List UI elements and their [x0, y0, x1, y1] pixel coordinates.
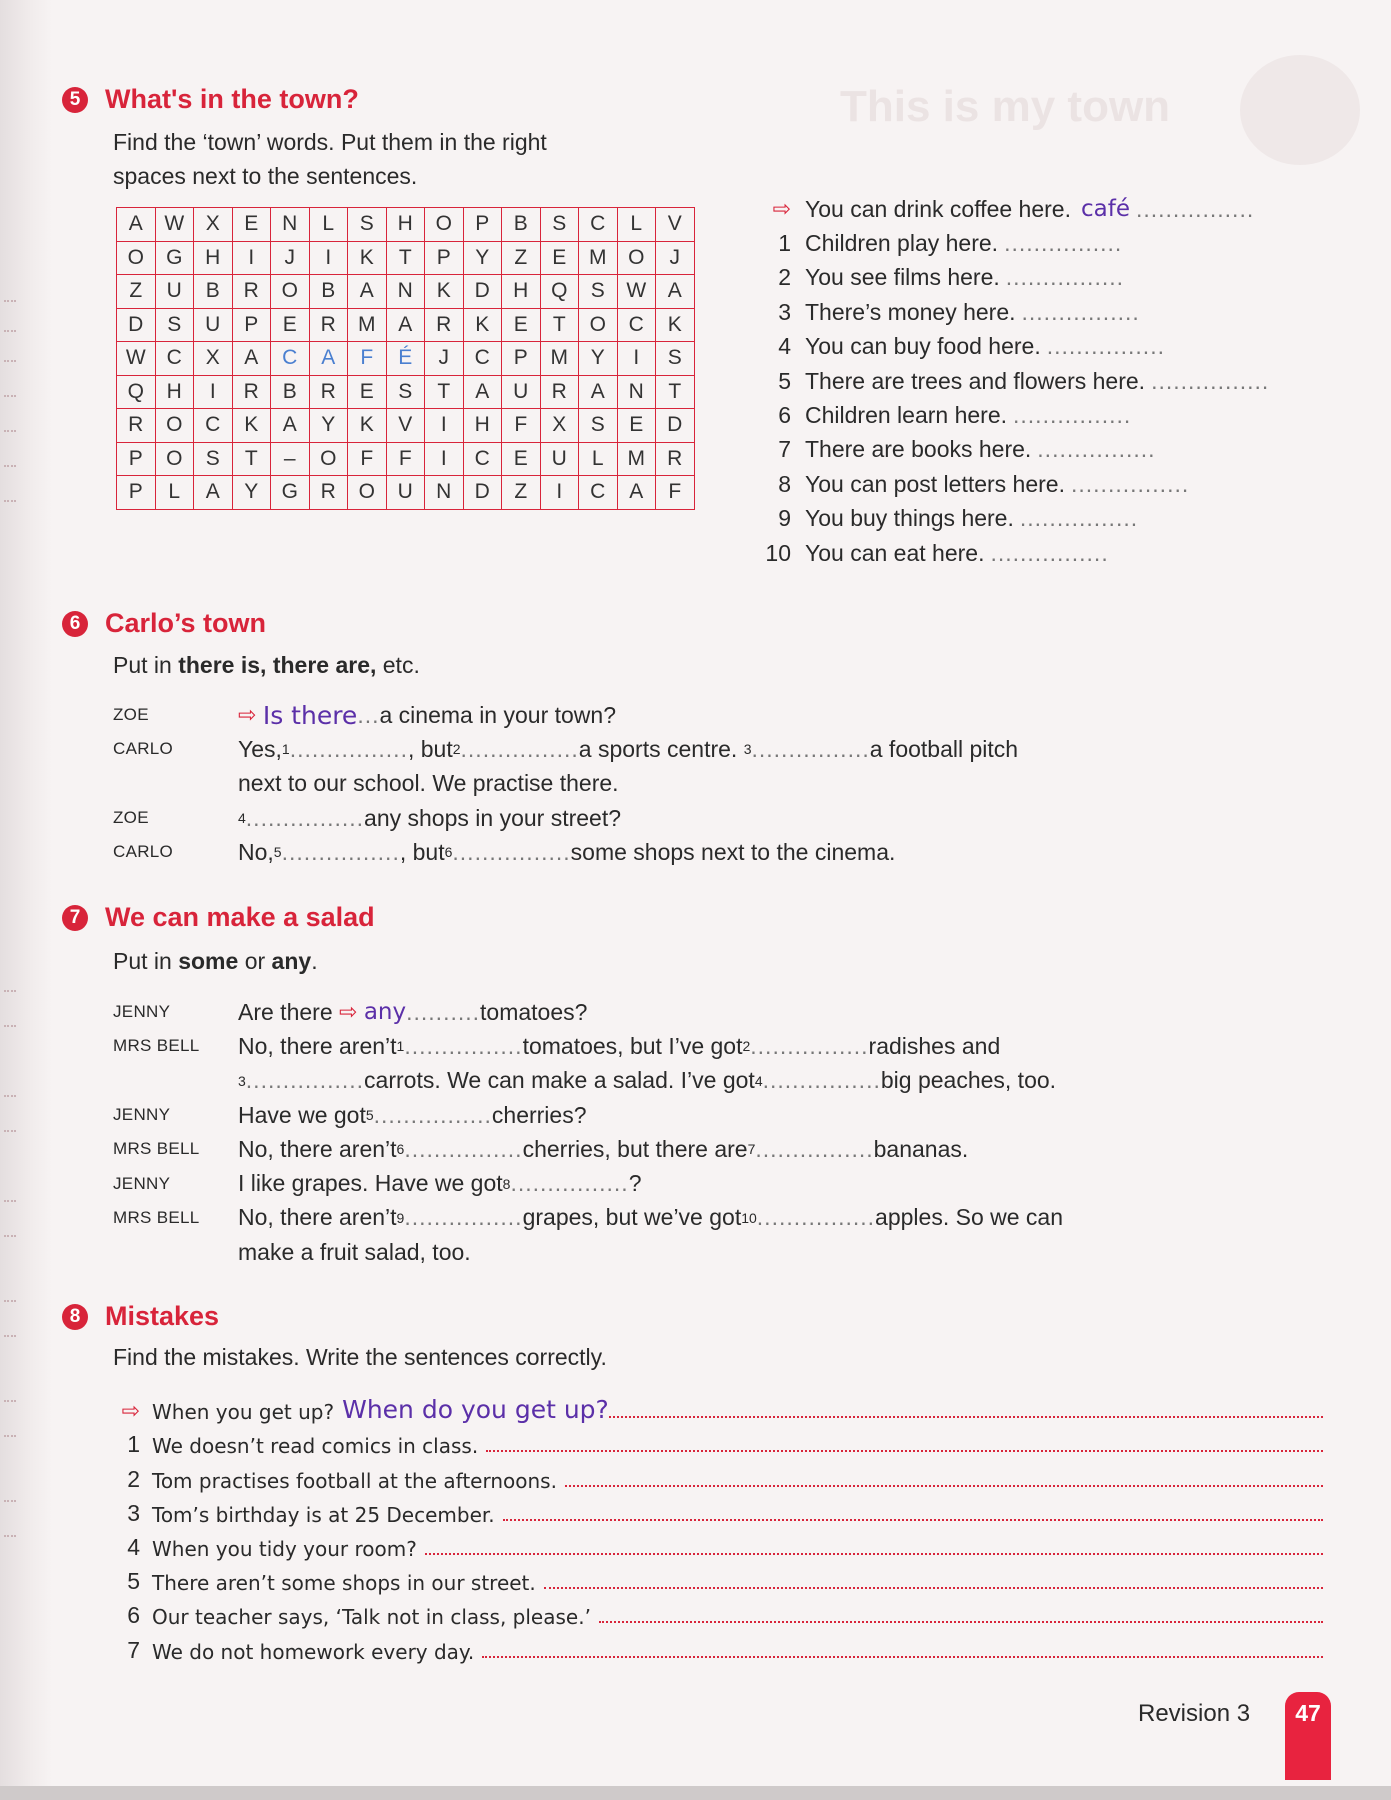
grid-cell[interactable]: N: [271, 208, 310, 242]
grid-cell[interactable]: A: [579, 375, 618, 409]
grid-cell[interactable]: U: [540, 442, 579, 476]
grid-cell[interactable]: E: [271, 308, 310, 342]
speaker: JENNY: [113, 1105, 171, 1125]
clue-text: There’s money here.: [805, 298, 1016, 325]
clue-item: [757, 502, 1269, 536]
grid-cell[interactable]: M: [540, 342, 579, 376]
arrow-icon: ⇨: [121, 1398, 140, 1424]
grid-cell[interactable]: C: [155, 342, 194, 376]
clue-item: [757, 536, 1269, 570]
grid-cell[interactable]: C: [617, 308, 656, 342]
clue-item: [757, 467, 1269, 501]
grid-cell[interactable]: X: [540, 409, 579, 443]
page-number: 47: [1285, 1692, 1331, 1780]
answer-line[interactable]: [599, 1613, 1323, 1623]
grid-cell[interactable]: R: [232, 275, 271, 309]
grid-cell[interactable]: A: [463, 375, 502, 409]
grid-cell[interactable]: Z: [502, 241, 541, 275]
grid-cell[interactable]: Y: [309, 409, 348, 443]
grid-cell[interactable]: N: [386, 275, 425, 309]
grid-cell[interactable]: K: [425, 275, 464, 309]
section-6-heading: [62, 608, 266, 639]
grid-cell[interactable]: S: [348, 208, 387, 242]
grid-cell[interactable]: F: [502, 409, 541, 443]
answer-blank[interactable]: ................: [1046, 333, 1165, 360]
section-number: 5: [62, 87, 88, 113]
grid-cell[interactable]: R: [232, 375, 271, 409]
speaker: CARLO: [113, 739, 174, 759]
grid-cell[interactable]: P: [232, 308, 271, 342]
clue-text: You see films here.: [805, 264, 1000, 291]
grid-cell[interactable]: T: [386, 241, 425, 275]
grid-cell[interactable]: N: [617, 375, 656, 409]
grid-cell[interactable]: A: [309, 342, 348, 376]
clue-item: [757, 364, 1269, 398]
clue-number: 9: [778, 505, 791, 532]
grid-cell[interactable]: C: [271, 342, 310, 376]
grid-cell[interactable]: F: [386, 442, 425, 476]
section-number: 6: [62, 611, 88, 637]
grid-cell[interactable]: M: [617, 442, 656, 476]
section-6-instructions: Put in there is, there are, etc.: [113, 652, 420, 678]
blank-1[interactable]: ................: [404, 1032, 523, 1059]
dialogue-line: ZOE 4 ................ any shops in your street?: [113, 804, 622, 831]
mistake-sentence: Tom practises football at the afternoons.: [152, 1468, 557, 1493]
grid-cell[interactable]: S: [540, 208, 579, 242]
grid-cell[interactable]: S: [579, 409, 618, 443]
mistake-sentence: Tom’s birthday is at 25 December.: [152, 1502, 495, 1527]
grid-cell[interactable]: F: [348, 342, 387, 376]
mistake-item: [113, 1458, 1323, 1492]
clue-number: 3: [778, 298, 791, 325]
grid-cell[interactable]: E: [232, 208, 271, 242]
clue-text: You buy things here.: [805, 505, 1014, 532]
grid-cell[interactable]: D: [463, 275, 502, 309]
item-number: 1: [127, 1431, 140, 1458]
grid-cell[interactable]: P: [117, 442, 156, 476]
answer-blank[interactable]: ................: [1021, 298, 1140, 325]
grid-cell[interactable]: A: [271, 409, 310, 443]
grid-cell[interactable]: W: [617, 275, 656, 309]
grid-cell[interactable]: G: [155, 241, 194, 275]
example-clue: [757, 192, 1269, 226]
clue-item: [757, 398, 1269, 432]
grid-cell[interactable]: E: [502, 308, 541, 342]
grid-cell[interactable]: B: [271, 375, 310, 409]
grid-cell[interactable]: M: [348, 308, 387, 342]
blank-6[interactable]: ................: [404, 1135, 523, 1162]
ghost-circle: [1240, 55, 1360, 165]
clue-number: 5: [778, 367, 791, 394]
grid-cell[interactable]: P: [502, 342, 541, 376]
ghost-heading: This is my town: [840, 82, 1171, 131]
item-number: 7: [127, 1636, 140, 1663]
grid-cell[interactable]: R: [309, 375, 348, 409]
clue-item: [757, 295, 1269, 329]
blank-5[interactable]: ................: [373, 1101, 492, 1128]
clue-number: 4: [778, 333, 791, 360]
grid-cell[interactable]: W: [117, 342, 156, 376]
dialogue-line: JENNY I like grapes. Have we got 8 ................ ?: [113, 1170, 642, 1197]
mistake-sentence: We doesn’t read comics in class.: [152, 1434, 479, 1459]
mistake-item: [113, 1595, 1323, 1629]
grid-cell[interactable]: U: [194, 308, 233, 342]
blank-2[interactable]: ................: [460, 735, 579, 762]
arrow-icon: ⇨: [238, 702, 257, 728]
answer-blank[interactable]: ................: [1151, 367, 1270, 394]
section-title: We can make a salad: [105, 902, 375, 932]
grid-cell[interactable]: Z: [502, 476, 541, 510]
speaker: CARLO: [113, 842, 174, 862]
grid-cell[interactable]: G: [271, 476, 310, 510]
blank-10[interactable]: ................: [756, 1204, 876, 1231]
answer-handwritten[interactable]: When do you get up?: [342, 1395, 609, 1425]
grid-cell[interactable]: Q: [117, 375, 156, 409]
dialogue-line: next to our school. We practise there.: [238, 770, 619, 797]
clue-text: There are books here.: [805, 436, 1032, 463]
grid-cell[interactable]: A: [348, 275, 387, 309]
grid-row: [117, 308, 695, 342]
grid-cell[interactable]: O: [425, 208, 464, 242]
grid-cell[interactable]: Z: [117, 275, 156, 309]
grid-cell[interactable]: C: [579, 476, 618, 510]
dialogue-line: MRS BELL No, there aren’t 6 ................ cherries, but there are 7 ................ bananas.: [113, 1135, 969, 1162]
item-number: 5: [127, 1568, 140, 1595]
grid-cell[interactable]: A: [656, 275, 695, 309]
grid-cell[interactable]: E: [502, 442, 541, 476]
arrow-icon: ⇨: [339, 999, 358, 1025]
carlo-dialogue: [113, 698, 1018, 869]
item-number: 4: [127, 1533, 140, 1560]
grid-cell[interactable]: L: [579, 442, 618, 476]
grid-cell[interactable]: A: [117, 208, 156, 242]
grid-cell[interactable]: I: [617, 342, 656, 376]
grid-cell[interactable]: O: [155, 442, 194, 476]
grid-cell[interactable]: J: [271, 241, 310, 275]
grid-cell[interactable]: L: [617, 208, 656, 242]
grid-cell[interactable]: S: [656, 342, 695, 376]
grid-cell[interactable]: O: [309, 442, 348, 476]
grid-cell[interactable]: Y: [463, 241, 502, 275]
clue-number: 1: [778, 230, 791, 257]
grid-cell[interactable]: A: [194, 476, 233, 510]
grid-cell[interactable]: H: [502, 275, 541, 309]
answer-line[interactable]: [503, 1511, 1323, 1521]
grid-cell[interactable]: B: [309, 275, 348, 309]
grid-cell[interactable]: Y: [232, 476, 271, 510]
grid-cell[interactable]: O: [617, 241, 656, 275]
grid-row: [117, 442, 695, 476]
answer-blank[interactable]: ................: [1019, 505, 1139, 532]
clue-text: Children play here.: [805, 230, 999, 257]
grid-row: [117, 375, 695, 409]
grid-row: [117, 342, 695, 376]
answer-handwritten[interactable]: any: [363, 999, 407, 1026]
dialogue-line: 3 ................ carrots. We can make a salad. I’ve got 4 ................ big peaches, too.: [238, 1067, 1057, 1094]
grid-cell[interactable]: P: [463, 208, 502, 242]
speaker: ZOE: [113, 705, 149, 725]
grid-cell[interactable]: O: [579, 308, 618, 342]
grid-cell[interactable]: L: [309, 208, 348, 242]
dialogue-line: CARLO No, 5 ................ , but 6 ................ some shops next to the cinema.: [113, 838, 896, 865]
grid-cell[interactable]: J: [425, 342, 464, 376]
blank-8[interactable]: ................: [510, 1170, 629, 1197]
answer-handwritten[interactable]: Is there: [262, 700, 358, 730]
grid-cell[interactable]: T: [656, 375, 695, 409]
clue-item: [757, 261, 1269, 295]
grid-cell[interactable]: H: [386, 208, 425, 242]
mistake-item: [113, 1527, 1323, 1561]
mistake-item: [113, 1424, 1323, 1458]
grid-cell[interactable]: R: [540, 375, 579, 409]
mistake-item: [113, 1629, 1323, 1663]
grid-cell[interactable]: D: [656, 409, 695, 443]
grid-cell[interactable]: K: [348, 409, 387, 443]
grid-cell[interactable]: C: [463, 442, 502, 476]
grid-cell[interactable]: A: [386, 308, 425, 342]
grid-cell[interactable]: D: [117, 308, 156, 342]
grid-cell[interactable]: O: [117, 241, 156, 275]
clue-text: Children learn here.: [805, 402, 1008, 429]
blank-5[interactable]: ................: [281, 838, 400, 865]
grid-row: [117, 241, 695, 275]
blank-2[interactable]: ................: [750, 1032, 869, 1059]
grid-cell[interactable]: U: [155, 275, 194, 309]
grid-cell[interactable]: S: [579, 275, 618, 309]
grid-row: [117, 409, 695, 443]
grid-cell[interactable]: S: [155, 308, 194, 342]
dialogue-line: MRS BELL No, there aren’t 1 ................ tomatoes, but I’ve got 2 ................ radishes and: [113, 1032, 1001, 1059]
mistake-sentence: We do not homework every day.: [152, 1639, 475, 1664]
grid-cell[interactable]: R: [425, 308, 464, 342]
blank-7[interactable]: ................: [755, 1135, 874, 1162]
blank-3[interactable]: ................: [245, 1067, 365, 1094]
grid-row: [117, 275, 695, 309]
clue-number: 2: [778, 264, 791, 291]
section-8-instructions: Find the mistakes. Write the sentences correctly.: [113, 1344, 607, 1370]
answer-line[interactable]: [609, 1408, 1323, 1418]
speaker: MRS BELL: [113, 1139, 200, 1159]
grid-cell[interactable]: X: [194, 208, 233, 242]
grid-cell[interactable]: T: [540, 308, 579, 342]
section-title: Mistakes: [105, 1301, 220, 1331]
grid-cell[interactable]: I: [194, 375, 233, 409]
grid-cell[interactable]: R: [309, 308, 348, 342]
dialogue-line: make a fruit salad, too.: [238, 1238, 471, 1265]
answer-blank[interactable]: ................: [990, 539, 1109, 566]
grid-cell[interactable]: P: [425, 241, 464, 275]
grid-row: [117, 476, 695, 510]
blank-6[interactable]: ................: [452, 838, 571, 865]
grid-cell[interactable]: R: [656, 442, 695, 476]
speaker: JENNY: [113, 1002, 171, 1022]
grid-cell[interactable]: R: [309, 476, 348, 510]
footer-label: Revision 3: [1138, 1700, 1251, 1727]
grid-cell[interactable]: U: [502, 375, 541, 409]
wordsearch-grid: [116, 207, 695, 510]
answer-blank[interactable]: ................: [1071, 470, 1190, 497]
section-8-heading: [62, 1301, 219, 1332]
speaker: JENNY: [113, 1173, 171, 1193]
grid-cell[interactable]: I: [425, 409, 464, 443]
mistake-sentence: When you tidy your room?: [152, 1536, 417, 1561]
answer-line[interactable]: [425, 1545, 1323, 1555]
mistake-sentence: Our teacher says, ‘Talk not in class, please.’: [152, 1605, 591, 1630]
dialogue-line: CARLO Yes, 1 ................ , but 2 ................ a sports centre. 3 ................ a football pitch: [113, 735, 1019, 762]
grid-cell[interactable]: S: [386, 375, 425, 409]
clue-number: 6: [778, 402, 791, 429]
section-title: Carlo’s town: [105, 608, 267, 638]
example-row: ⇨ When you get up? When do you get up?: [113, 1390, 1323, 1424]
clue-list: [757, 192, 1269, 570]
grid-cell[interactable]: C: [579, 208, 618, 242]
grid-cell[interactable]: J: [656, 241, 695, 275]
grid-cell[interactable]: O: [271, 275, 310, 309]
grid-cell[interactable]: K: [348, 241, 387, 275]
grid-cell[interactable]: V: [386, 409, 425, 443]
grid-cell[interactable]: A: [232, 342, 271, 376]
grid-cell[interactable]: S: [194, 442, 233, 476]
answer-blank[interactable]: ................: [1037, 436, 1156, 463]
answer-line[interactable]: [544, 1579, 1323, 1589]
grid-cell[interactable]: T: [425, 375, 464, 409]
grid-cell[interactable]: H: [194, 241, 233, 275]
grid-cell[interactable]: O: [348, 476, 387, 510]
grid-cell[interactable]: Y: [579, 342, 618, 376]
grid-cell[interactable]: L: [155, 476, 194, 510]
grid-cell[interactable]: I: [309, 241, 348, 275]
clue-text: You can buy food here.: [805, 333, 1041, 360]
blank-3[interactable]: ................: [751, 735, 870, 762]
grid-cell[interactable]: W: [155, 208, 194, 242]
clue-item: [757, 433, 1269, 467]
instruction-line: Find the ‘town’ words. Put them in the right: [113, 129, 547, 155]
grid-cell[interactable]: I: [425, 442, 464, 476]
blank-4[interactable]: ................: [762, 1067, 881, 1094]
grid-cell[interactable]: K: [463, 308, 502, 342]
section-title: What's in the town?: [105, 84, 359, 114]
dialogue-line: JENNY Are there ⇨ any .......... tomatoes?: [113, 998, 588, 1026]
grid-cell[interactable]: C: [463, 342, 502, 376]
grid-cell[interactable]: E: [348, 375, 387, 409]
clue-number: 7: [778, 436, 791, 463]
grid-row: [117, 208, 695, 242]
dialogue-line: MRS BELL No, there aren’t 9 ................ grapes, but we’ve got 10 ................ apples. So we can: [113, 1204, 1063, 1231]
section-5-instructions: [113, 125, 547, 193]
speaker: MRS BELL: [113, 1036, 200, 1056]
grid-cell[interactable]: É: [386, 342, 425, 376]
grid-cell[interactable]: K: [232, 409, 271, 443]
mistake-item: [113, 1561, 1323, 1595]
grid-cell[interactable]: C: [194, 409, 233, 443]
arrow-icon: ⇨: [772, 196, 791, 222]
grid-cell[interactable]: E: [540, 241, 579, 275]
blank-4[interactable]: ................: [245, 804, 365, 831]
mistakes-list: [113, 1390, 1323, 1664]
mistake-item: [113, 1493, 1323, 1527]
grid-cell[interactable]: T: [232, 442, 271, 476]
answer-blank[interactable]: ................: [1013, 402, 1132, 429]
clue-item: [757, 330, 1269, 364]
section-7-instructions: Put in some or any.: [113, 948, 318, 974]
section-7-heading: [62, 902, 375, 933]
clue-number: 10: [765, 539, 791, 566]
grid-cell[interactable]: I: [232, 241, 271, 275]
answer-line[interactable]: [486, 1442, 1323, 1452]
speaker: ZOE: [113, 808, 149, 828]
answer-line[interactable]: [482, 1648, 1323, 1658]
blank-1[interactable]: ................: [289, 735, 408, 762]
grid-cell[interactable]: H: [463, 409, 502, 443]
item-number: 3: [127, 1499, 140, 1526]
grid-cell[interactable]: P: [117, 476, 156, 510]
grid-cell[interactable]: D: [463, 476, 502, 510]
grid-cell[interactable]: –: [271, 442, 310, 476]
answer-handwritten[interactable]: café: [1080, 196, 1130, 223]
mistake-sentence: There aren’t some shops in our street.: [152, 1571, 536, 1596]
grid-cell[interactable]: X: [194, 342, 233, 376]
grid-cell[interactable]: I: [540, 476, 579, 510]
answer-blank[interactable]: ................: [1004, 230, 1123, 257]
section-number: 7: [62, 905, 88, 931]
answer-blank[interactable]: ................: [1005, 264, 1125, 291]
grid-cell[interactable]: K: [656, 308, 695, 342]
clue-item: [757, 226, 1269, 260]
grid-cell[interactable]: F: [656, 476, 695, 510]
grid-cell[interactable]: O: [155, 409, 194, 443]
clue-text: There are trees and flowers here.: [805, 367, 1146, 394]
speaker: MRS BELL: [113, 1207, 200, 1227]
dialogue-line: JENNY Have we got 5 ................ cherries?: [113, 1101, 587, 1128]
blank-9[interactable]: ................: [404, 1204, 523, 1231]
section-5-heading: [62, 84, 359, 115]
instruction-line: spaces next to the sentences.: [113, 163, 418, 189]
answer-line[interactable]: [565, 1477, 1323, 1487]
grid-cell[interactable]: Q: [540, 275, 579, 309]
dialogue-line: ZOE ⇨ Is there ... a cinema in your town?: [113, 700, 616, 730]
clue-text: You can post letters here.: [805, 470, 1065, 497]
clue-text: You can eat here.: [805, 539, 985, 566]
grid-cell[interactable]: A: [617, 476, 656, 510]
grid-cell[interactable]: R: [117, 409, 156, 443]
clue-number: 8: [778, 470, 791, 497]
clue-text: You can drink coffee here.: [805, 195, 1071, 222]
salad-dialogue: [113, 995, 1063, 1269]
section-number: 8: [62, 1304, 88, 1330]
grid-cell[interactable]: V: [656, 208, 695, 242]
grid-cell[interactable]: B: [502, 208, 541, 242]
grid-cell[interactable]: N: [425, 476, 464, 510]
scan-bottom-edge: [0, 1786, 1391, 1800]
answer-dots: ................: [1135, 195, 1255, 222]
grid-cell[interactable]: U: [386, 476, 425, 510]
grid-cell[interactable]: B: [194, 275, 233, 309]
item-number: 2: [127, 1465, 140, 1492]
item-number: 6: [127, 1602, 140, 1629]
grid-cell[interactable]: M: [579, 241, 618, 275]
grid-cell[interactable]: F: [348, 442, 387, 476]
grid-cell[interactable]: H: [155, 375, 194, 409]
grid-cell[interactable]: E: [617, 409, 656, 443]
gutter-marks: [0, 0, 20, 1800]
